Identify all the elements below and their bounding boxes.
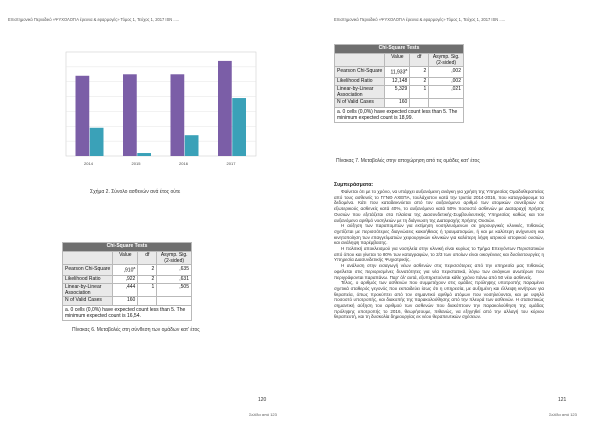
table-footnote: a. 0 cells (0,0%) have expected count less than 5. The minimum expected count is 18,99.	[335, 107, 464, 122]
bar-2017-series-2	[232, 98, 246, 156]
bar-2014-series-2	[90, 128, 104, 156]
col-sig: Asymp. Sig. (2-sided)	[429, 53, 464, 66]
chart-svg	[62, 48, 260, 170]
table-footnote: a. 0 cells (0,0%) have expected count less than 5. The minimum expected count is 16,54.	[63, 305, 192, 320]
patients-per-year-chart	[62, 48, 260, 170]
x-tick-label: 2017	[226, 161, 236, 166]
table-row: Likelihood Ratio ,922 2 ,631	[63, 275, 192, 284]
table-7-caption: Πίνακας 7. Μεταβολές στην αποχώρηση από τις ομάδες κατ' έτος	[336, 158, 480, 164]
page-number: 121	[558, 397, 567, 403]
x-tick-label: 2014	[84, 161, 93, 166]
paragraph: Η αύξηση των παραπομπών για εκτίμηση νοσηλευόμενων σε χειρουργικές κλινικές, πιθανώς σχετίζεται με περισσότερες διαγνώσεις κακοήθειας ή τραυματισμών, ή και με καλύτερη ανίχνευση και κινητοποίηση των επαγγελματιών χειρουργικών κλινικών για καλύτερη λήψη ιατρικού ιστορικού ουσιών, και ανάληψη παρέμβασης.	[334, 223, 544, 246]
bar-2016-series-1	[171, 74, 185, 156]
bar-2014-series-1	[76, 76, 90, 156]
x-tick-label: 2016	[179, 161, 188, 166]
col-sig: Asymp. Sig. (2-sided)	[157, 251, 192, 264]
table-row: N of Valid Cases 160	[335, 99, 464, 108]
x-tick-label: 2015	[131, 161, 141, 166]
table-row: Linear-by-Linear Association ,444 1 ,505	[63, 284, 192, 297]
table-row: Linear-by-Linear Association 5,329 1 ,021	[335, 86, 464, 99]
chi-square-table-left	[62, 242, 192, 321]
paragraph: Η ανάλυση στην εισαγωγή νέων ασθενών στις περισσότερες από την υπηρεσία μας πιθανώς οφείλεται στις περιορισμένες δυνατότητες για νέα περιστατικά, λόγω των ανάγκων ανωτέρων που περιγράφονται παραπάνω. Παρ' όλ' αυτά, εξυπηρετούνται κάθε χρόνο πάνω από 50 νέοι ασθενείς.	[334, 263, 544, 280]
paragraph: Τέλος, ο αριθμός των ασθενών που συμμετέχουν στις ομάδες πρόληψης υποτροπής παραμένει σχετικά σταθερός γεγονός που εκπαιδεύει ίσως ότι η υπηρεσία, με αυξημένη και έλλειψη κινήτρων για θεραπεία, όπως προκύπτει από τον σημαντικό αριθμό ατόμων που νοσηλεύονται, και με υψηλό ποσοστό υποτροπής, και διακοπής της παρακολούθησης από την πλευρά των ασθενών. Η στατιστικώς σημαντική αύξηση του αριθμού των ασθενών που διακόπτουν την παρακολούθηση της ομάδας πρόληψης υποτροπής το 2016, θεωρήσουμε, πιθανώς, να εξηγηθεί από την αλλαγή του κύριου θεραπευτή, και τη δυσκολία δημιουργίας εκ νέου θεραπευτικών σχέσεων.	[334, 280, 544, 320]
paragraph: Η πολιτική αποκλεισμού για νοσηλεία στην κλινική είναι κυρίως το Τμήμα Επειγόντων Περιστατικών από όπου και γίνεται το 80% των καταγραφών, το 2/3 των οποίων είναι οικογένειες και δυσλειτουργίες η Υπηρεσία Διασυνδετικής Ψυχιατρικής.	[334, 246, 544, 263]
bar-2015-series-2	[137, 153, 151, 156]
table-row: Pearson Chi-Square 11,933$^a$ 2 ,002	[335, 66, 464, 77]
page-footer: Σελίδα από 123	[549, 412, 577, 417]
col-df: df	[410, 53, 429, 66]
table-6-caption: Πίνακας 6. Μεταβολές στη σύνθεση των ομάδων κατ' έτος	[72, 327, 200, 333]
col-df: df	[138, 251, 157, 264]
conclusions-heading: Συμπεράσματα:	[334, 182, 374, 188]
table-title: Chi-Square Tests	[63, 243, 192, 252]
table-row: N of Valid Cases 160	[63, 297, 192, 306]
page-footer: Σελίδα από 123	[249, 412, 277, 417]
bar-2015-series-1	[123, 74, 137, 156]
running-header: Επιστημονικό Περιοδικό «ΨΥΧΟΛΟΓΙΑ έρευνα & εφαρμογές» Τόμος 1, Τεύχος 1, 2017 ISN .....	[334, 17, 506, 22]
col-value: Value	[385, 53, 410, 66]
table-row: Likelihood Ratio 12,148 2 ,002	[335, 77, 464, 86]
running-header: Επιστημονικό Περιοδικό «ΨΥΧΟΛΟΓΙΑ έρευνα & εφαρμογές» Τόμος 1, Τεύχος 1, 2017 ISN .....	[8, 17, 180, 22]
col-value: Value	[113, 251, 138, 264]
bar-2017-series-1	[218, 61, 232, 156]
paragraph: Φαίνεται ότι με το χρόνο, να υπάρχει αυξανόμενη ανάγκη για χρήση της Υπηρεσίας Ομαδοθεραπείας από τους ασθενείς το ΓΓΝΘ ΑΧΕΠΑ, τουλάχιστον κατά την τριετία 2014-2016, που καταγράφουμε τα δεδομένα. Κάτι που καταδεικνύεται από τον αυξανόμενο αριθμό των ατομικών συνεδριών σε εξωτερικούς ασθενείς κατά 40%, το αυξανόμενο κατά 50% ποσοστό ασθενών με Διαταραχή Χρήσης Ουσιών που εξετάζεται στα πλαίσια της Διασυνδετικής-Συμβουλευτικής Υπηρεσίας καθώς και τον αυξανόμενο αριθμό νοσηλειών με τη διάγνωση της Διαταραχής Χρήσης Ουσιών.	[334, 189, 544, 223]
chi-square-table-right	[334, 44, 464, 123]
table-title: Chi-Square Tests	[335, 45, 464, 54]
figure-2-caption: Σχήμα 2. Σύνολο ασθενών ανά έτος ούτε	[90, 189, 181, 195]
page-number: 120	[258, 397, 267, 403]
bar-2016-series-2	[185, 135, 199, 156]
conclusions-body	[334, 189, 544, 320]
table-row: Pearson Chi-Square ,910$^a$ 2 ,635	[63, 264, 192, 275]
